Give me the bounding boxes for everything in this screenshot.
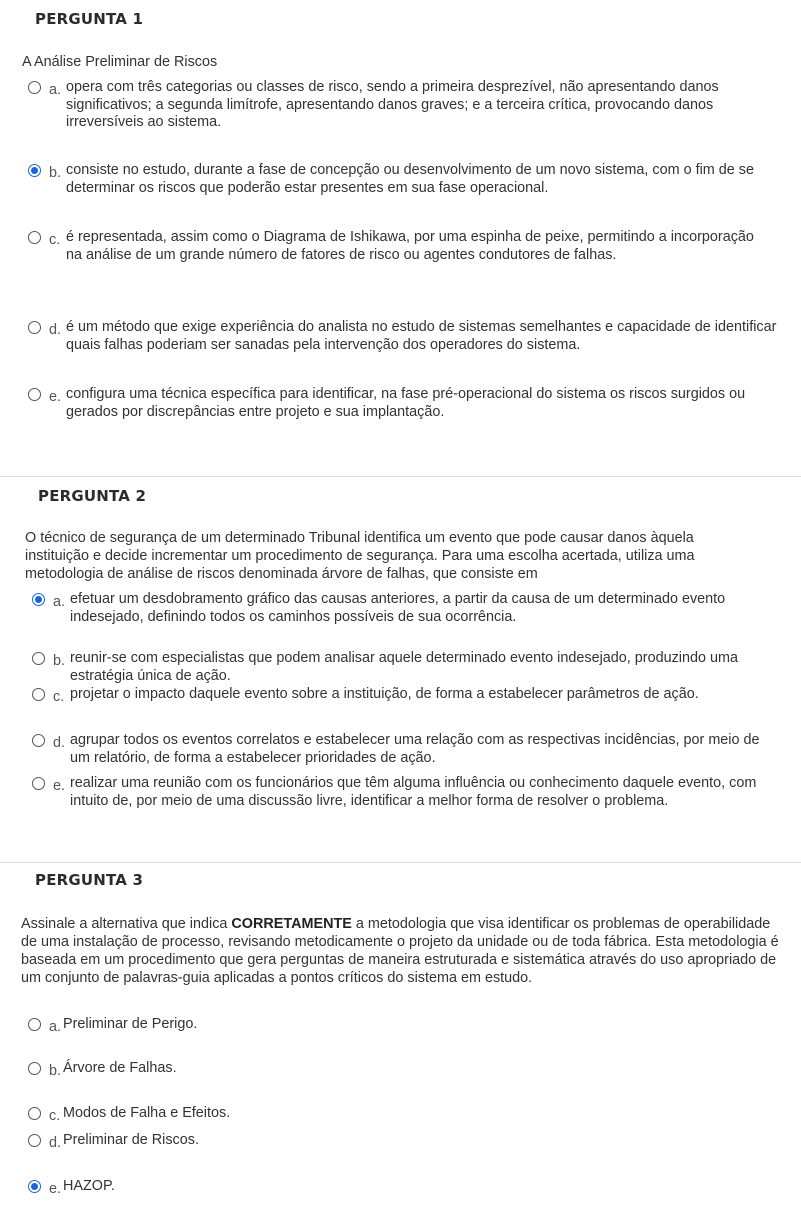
question-text (21, 915, 783, 987)
option-text: Preliminar de Riscos. (63, 1132, 199, 1148)
option-text: efetuar um desdobramento gráfico das causas anteriores, a partir da causa de um determinado evento indesejado, definindo todos os caminhos possíveis de sua ocorrência. (70, 591, 726, 625)
radio-button-selected[interactable] (28, 1180, 41, 1193)
option-text: consiste no estudo, durante a fase de concepção ou desenvolvimento de um novo sistema, com o fim de se determinar os riscos que poderão estar presentes em sua fase operacional. (66, 162, 754, 196)
radio-button[interactable] (28, 1062, 41, 1075)
radio-button[interactable] (32, 652, 45, 665)
option-letter: e. (53, 778, 66, 794)
question-text-after: a metodologia que visa identificar os problemas de operabilidade de uma instalação de processo, revisando metodicamente o projeto da unidade ou de toda fábrica. Esta metodologia é baseada em um procedimento que gera perguntas de maneira estruturada e sistemática através do uso apropriado de um conjunto de palavras-guia aplicadas a pontos críticos do sistema em estudo. (21, 916, 779, 986)
question-text-emphasis: CORRETAMENTE (231, 916, 352, 932)
option-letter: c. (53, 689, 65, 705)
question-title: PERGUNTA 3 (35, 871, 144, 889)
question-text: A Análise Preliminar de Riscos (22, 54, 218, 70)
option-letter: d. (53, 735, 66, 751)
radio-button-selected[interactable] (28, 164, 41, 177)
radio-button[interactable] (28, 231, 41, 244)
option-text: reunir-se com especialistas que podem analisar aquele determinado evento indesejado, produzindo uma estratégia única de ação. (70, 650, 738, 684)
question-1 (0, 0, 801, 470)
option-letter: a. (49, 82, 62, 98)
question-2 (0, 477, 801, 862)
radio-button[interactable] (28, 1107, 41, 1120)
option-letter: e. (49, 1181, 62, 1197)
option-text: HAZOP. (63, 1178, 115, 1194)
radio-button[interactable] (32, 734, 45, 747)
question-title: PERGUNTA 1 (35, 10, 144, 28)
option-text: Árvore de Falhas. (63, 1060, 177, 1076)
option-letter: a. (49, 1019, 62, 1035)
option-text: é um método que exige experiência do analista no estudo de sistemas semelhantes e capacidade de identificar quais falhas poderiam ser sanadas pela intervenção dos operadores do sistema. (66, 319, 777, 353)
option-text: projetar o impacto daquele evento sobre a instituição, de forma a estabelecer parâmetros de ação. (70, 686, 699, 702)
option-text: realizar uma reunião com os funcionários que têm alguma influência ou conhecimento daquele evento, com intuito de, por meio de uma discussão livre, identificar a melhor forma de resolver o problema. (70, 775, 757, 809)
radio-button[interactable] (32, 688, 45, 701)
option-letter: a. (53, 594, 66, 610)
option-letter: e. (49, 389, 62, 405)
question-3 (0, 863, 801, 1226)
option-letter: d. (49, 1135, 62, 1151)
option-letter: b. (49, 1063, 62, 1079)
question-text-before: Assinale a alternativa que indica (21, 916, 232, 932)
radio-button[interactable] (28, 388, 41, 401)
option-letter: c. (49, 1108, 61, 1124)
option-text: Preliminar de Perigo. (63, 1016, 198, 1032)
option-letter: d. (49, 322, 62, 338)
radio-button-selected[interactable] (32, 593, 45, 606)
option-text: opera com três categorias ou classes de risco, sendo a primeira desprezível, não apresentando danos significativos; a segunda limítrofe, apresentando danos graves; e a terceira crítica, provocando danos irreversíveis ao sistema. (66, 79, 719, 130)
question-text: O técnico de segurança de um determinado Tribunal identifica um evento que pode causar danos àquela instituição e decide incrementar um procedimento de segurança. Para uma escolha acertada, utiliza uma metodologia de análise de riscos denominada árvore de falhas, que consiste em (25, 530, 695, 582)
radio-button[interactable] (28, 81, 41, 94)
radio-button[interactable] (32, 777, 45, 790)
option-letter: c. (49, 232, 61, 248)
option-letter: b. (49, 165, 62, 181)
question-title: PERGUNTA 2 (38, 487, 147, 505)
option-text: configura uma técnica específica para identificar, na fase pré-operacional do sistema os riscos surgidos ou gerados por discrepâncias entre projeto e sua implantação. (66, 386, 746, 420)
option-text: agrupar todos os eventos correlatos e estabelecer uma relação com as respectivas incidências, por meio de um relatório, de forma a estabelecer prioridades de ação. (70, 732, 760, 766)
radio-button[interactable] (28, 1018, 41, 1031)
radio-button[interactable] (28, 321, 41, 334)
option-letter: b. (53, 653, 66, 669)
option-text: Modos de Falha e Efeitos. (63, 1105, 231, 1121)
option-text: é representada, assim como o Diagrama de Ishikawa, por uma espinha de peixe, permitindo a incorporação na análise de um grande número de fatores de risco ou agentes condutores de falhas. (66, 229, 754, 263)
radio-button[interactable] (28, 1134, 41, 1147)
